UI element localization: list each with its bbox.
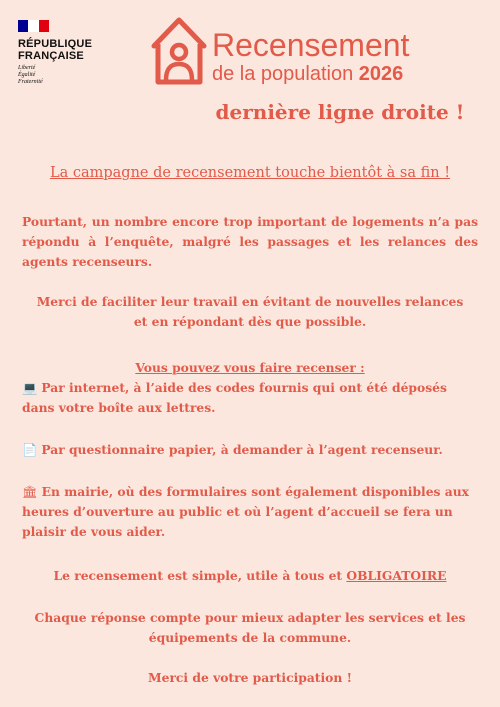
option-paper: 📄 Par questionnaire papier, à demander à l’agent recenseur. [22, 442, 443, 457]
laptop-icon: 💻 [22, 381, 38, 395]
request-paragraph: Merci de faciliter leur travail en évitant de nouvelles relances et en répondant dès que possible. [36, 294, 464, 329]
thanks-line: Merci de votre participation ! [148, 670, 352, 685]
intro-paragraph: Pourtant, un nombre encore trop important de logements n’a pas répondu à l’enquête, malgré les passages et les relances des agents recenseurs. [22, 214, 478, 269]
logo-subtitle: de la population 2026 [212, 63, 404, 85]
french-flag-icon [18, 20, 49, 32]
house-person-icon [148, 14, 210, 90]
mandatory-statement: Le recensement est simple, utile à tous et OBLIGATOIRE [53, 568, 447, 583]
republique-name: RÉPUBLIQUE FRANÇAISE [18, 38, 93, 62]
republique-francaise-logo [18, 20, 118, 86]
mandatory-word: OBLIGATOIRE [346, 568, 447, 583]
closing-paragraph: Chaque réponse compte pour mieux adapter les services et les équipements de la commune. [34, 610, 466, 645]
republique-motto: Liberté Égalité Fraternité [18, 65, 43, 85]
option-internet: 💻 Par internet, à l’aide des codes fournis qui ont été déposés dans votre boîte aux lettres. [22, 380, 447, 415]
document-icon: 📄 [22, 443, 38, 457]
headline: La campagne de recensement touche bientôt à sa fin ! [49, 165, 451, 181]
options-heading: Vous pouvez vous faire recenser : [135, 360, 365, 375]
town-hall-icon: 🏛 [22, 485, 38, 499]
logo-year: 2026 [358, 63, 404, 85]
option-town-hall: 🏛 En mairie, où des formulaires sont également disponibles aux heures d’ouverture au public et où l’agent d’accueil se fera un plaisir de vous aider. [22, 484, 469, 539]
logo-title: Recensement [212, 27, 410, 63]
tagline: dernière ligne droite ! [215, 100, 465, 124]
